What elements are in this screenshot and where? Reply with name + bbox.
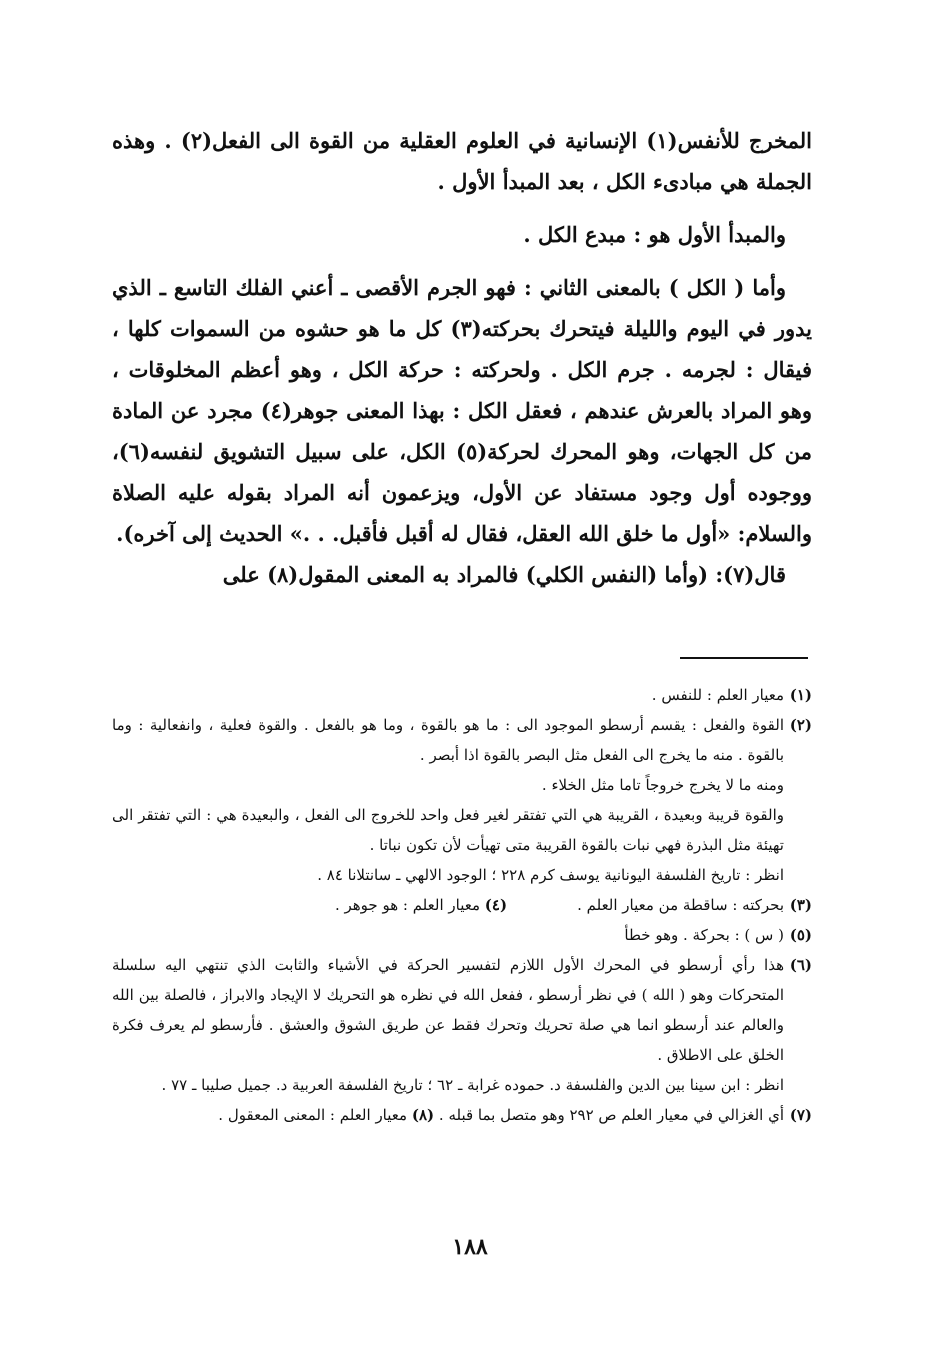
footnote: [112, 920, 812, 950]
paragraph: المخرج للأنفس(١) الإنسانية في العلوم العقلية من القوة الى الفعل(٢) . وهذه الجملة هي مبادىء الكل ، بعد المبدأ الأول .: [112, 128, 812, 194]
footnote-text: والقوة قريبة وبعيدة ، القريبة هي التي تفتقر لغير فعل واحد للخروج الى الفعل ، والبعيدة هي : التي تفتقر الى تهيئة مثل البذرة فهي نبات بالقوة القريبة متى تهيأت لأن تكون نباتا .: [112, 806, 784, 854]
main-text: [112, 120, 812, 595]
footnote-pair: [112, 890, 812, 920]
footnote-number: (١): [789, 686, 812, 704]
footnote-text: أي الغزالي في معيار العلم ص ٢٩٢ وهو متصل بما قبله .: [438, 1106, 784, 1124]
footnote-number: (٨): [411, 1106, 435, 1124]
paragraph: قال(٧): (وأما (النفس الكلي) فالمراد به المعنى المقول(٨) على: [222, 562, 786, 587]
footnote-text: معيار العلم : المعنى المعقول .: [218, 1106, 408, 1124]
footnote-text: انظر : ابن سينا بين الدين والفلسفة د. حموده غرابة ـ ٦٢ ؛ تاريخ الفلسفة العربية د. جميل صليبا ـ ٧٧ .: [161, 1076, 784, 1094]
footnote-separator: [680, 657, 808, 659]
footnote-text: معيار العلم : هو جوهر .: [334, 896, 481, 914]
page-number: ١٨٨: [452, 1234, 488, 1260]
footnote-number: (٦): [789, 956, 812, 974]
footnote-text: هذا رأي أرسطو في المحرك الأول اللازم لتفسير الحركة في الأشياء والثابت الذي تنتهي اليه سلسلة المتحركات وهو ( الله ) في نظر أرسطو ، ففعل الله في نظره هو التحريك لا الإيجاد والابراز ، فالصلة بين الله والعالم عند أرسطو انما هي صلة تحريك وتحرك فقط عن طريق الشوق والعشق . فأرسطو لم يعرف فكرة الخلق على الاطلاق .: [112, 956, 784, 1064]
footnote-text: معيار العلم : للنفس .: [651, 686, 784, 704]
paragraph: والمبدأ الأول هو : مبدع الكل .: [523, 222, 786, 247]
footnote-text: ومنه ما لا يخرج خروجاً تاما مثل الخلاء .: [541, 776, 784, 794]
paragraph: وأما ( الكل ) بالمعنى الثاني : فهو الجرم الأقصى ـ أعني الفلك التاسع ـ الذي يدور في اليوم والليلة فيتحرك بحركته(٣) كل ما هو حشوه من السموات كلها ، فيقال : لجرمه . جرم الكل . ولحركته : حركة الكل ، وهو أعظم المخلوقات ، وهو المراد بالعرش عندهم ، فعقل الكل : بهذا المعنى جوهر(٤) مجرد عن المادة من كل الجهات، وهو المحرك لحركة(٥) الكل، على سبيل التشويق لنفسه(٦)، ووجوده أول وجود مستفاد عن الأول، ويزعمون أنه المراد بقوله عليه الصلاة والسلام: «أول ما خلق الله العقل، فقال له أقبل فأقبل. . .» الحديث إلى آخره).: [112, 275, 812, 546]
footnote-number: (٤): [484, 896, 508, 914]
footnote-number: (٢): [789, 716, 812, 734]
footnote-inline: [335, 890, 507, 920]
footnote-text: ( س ) : بحركة . وهو خطأ: [624, 926, 784, 944]
footnote-number: (٣): [789, 896, 812, 914]
footnote-number: (٥): [789, 926, 812, 944]
footnotes: [112, 680, 812, 1130]
footnote-text: [112, 1100, 784, 1130]
footnote-pair: [112, 1100, 812, 1130]
footnote-text: بحركته : ساقطة من معيار العلم .: [577, 896, 784, 914]
footnote-text: القوة والفعل : يقسم أرسطو الموجود الى : ما هو بالقوة ، وما هو بالفعل . والقوة فعلية ، وانفعالية : وما بالقوة . منه ما يخرج الى الفعل مثل البصر بالقوة اذا أبصر .: [112, 716, 784, 764]
footnote-number: (٧): [789, 1106, 812, 1124]
footnote: [112, 680, 812, 710]
footnote: [112, 950, 812, 1100]
footnote: [112, 710, 812, 890]
footnote-text: انظر : تاريخ الفلسفة اليونانية يوسف كرم ٢٢٨ ؛ الوجود الالهي ـ سانتلانا ٨٤ .: [317, 866, 784, 884]
